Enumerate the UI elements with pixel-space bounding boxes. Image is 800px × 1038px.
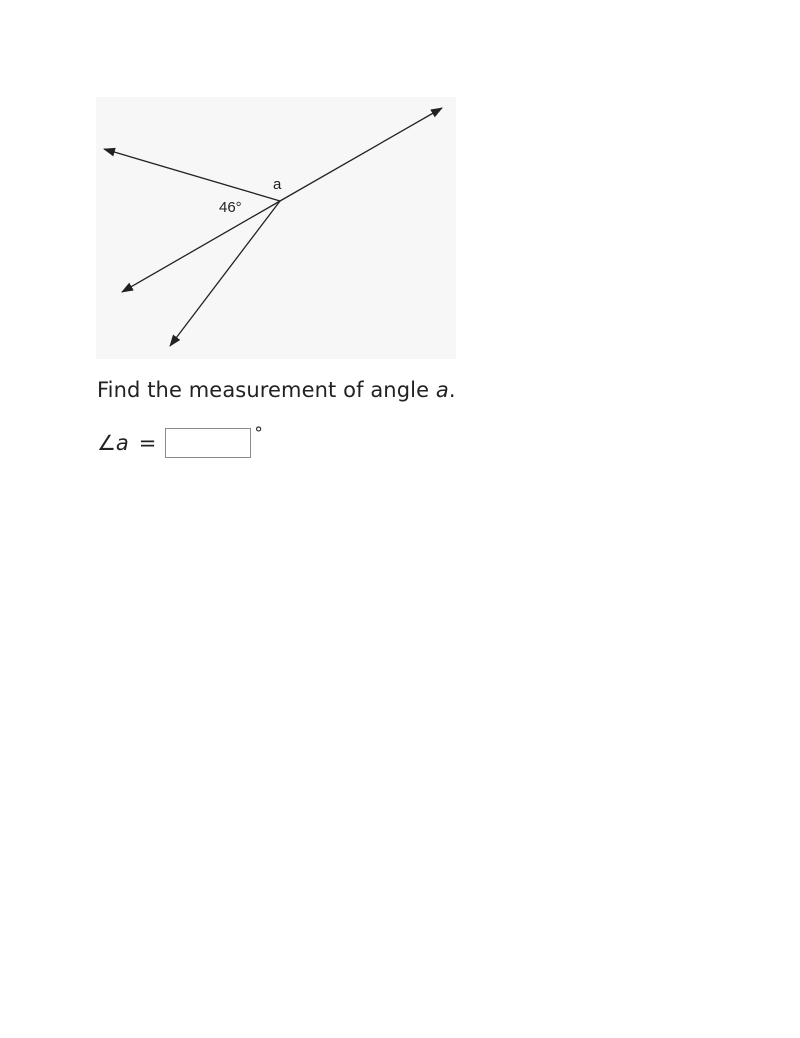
angle-variable-label: a [273, 176, 282, 193]
answer-row [97, 424, 263, 462]
angle-answer-input[interactable] [165, 428, 251, 458]
degree-unit-label: ° [254, 424, 263, 444]
question-prompt-text: Find the measurement of angle [97, 378, 436, 402]
question-prompt-variable: a [435, 378, 449, 402]
ray-lower [170, 201, 280, 346]
angle-symbol: ∠ [97, 431, 116, 455]
angle-value-label: 46° [219, 199, 242, 216]
answer-variable-label: a [115, 431, 129, 455]
equals-sign: = [138, 431, 157, 455]
angle-diagram [96, 97, 456, 359]
ray-lower-left [122, 201, 280, 292]
question-prompt-period: . [448, 378, 456, 402]
ray-upper-left [104, 149, 280, 201]
question-prompt [97, 378, 456, 402]
ray-upper-right [280, 108, 442, 201]
angle-diagram-svg [96, 97, 456, 359]
